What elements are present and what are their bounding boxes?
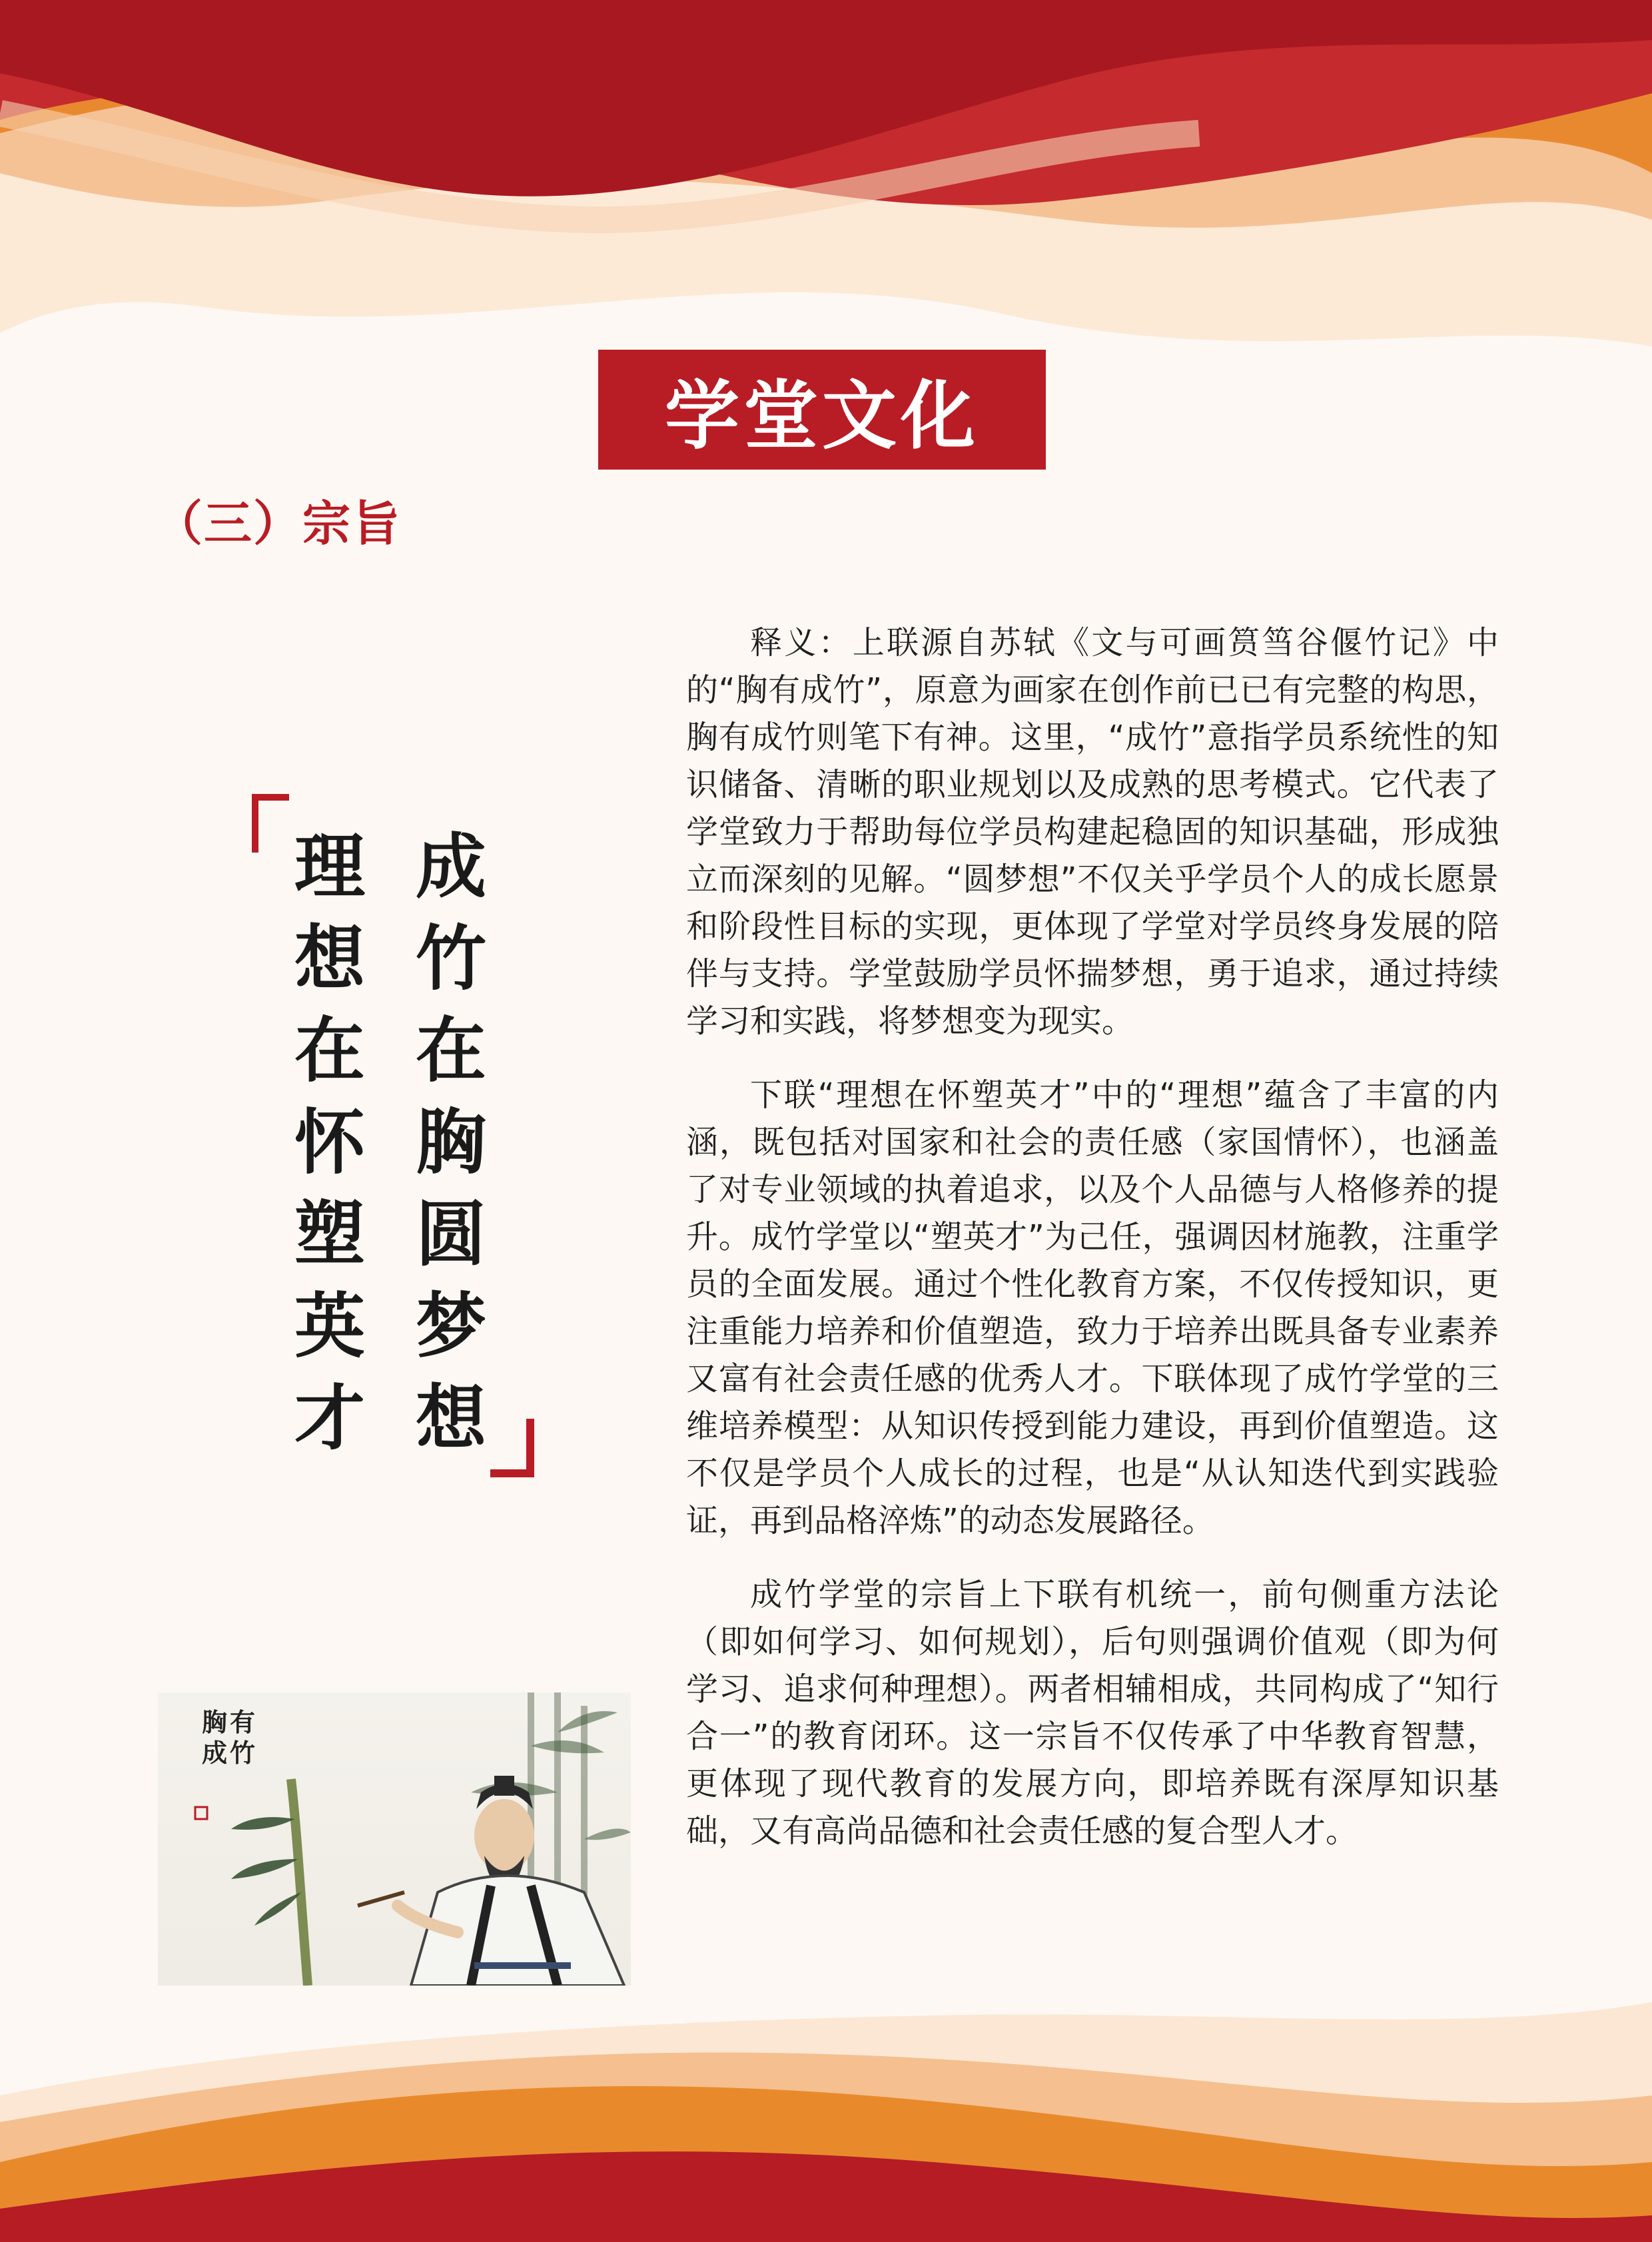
couplet-char: 竹: [416, 917, 486, 1000]
painting-caption-row: 胸有: [201, 1707, 258, 1737]
couplet-char: 英: [294, 1284, 365, 1367]
painting-caption-row: 成竹: [201, 1738, 258, 1768]
couplet-char: 才: [294, 1376, 365, 1459]
closing-bracket: [488, 1417, 534, 1477]
ink-painting-image: [158, 1692, 631, 1986]
couplet-first-line: [408, 821, 494, 1464]
couplet-char: 胸: [416, 1100, 486, 1184]
couplet-char: 想: [294, 917, 365, 1000]
couplet-char: 理: [294, 825, 365, 908]
painting-caption: [190, 1707, 270, 1768]
body-text: [686, 619, 1499, 1882]
couplet-char: 成: [416, 825, 486, 908]
couplet-char: 塑: [294, 1192, 365, 1276]
bottom-wave-decoration: [0, 1962, 1652, 2242]
couplet-second-line: [286, 821, 373, 1464]
couplet-char: 圆: [416, 1192, 486, 1276]
couplet-char: 想: [416, 1376, 486, 1459]
couplet-char: 在: [416, 1008, 486, 1092]
couplet-char: 怀: [294, 1100, 365, 1184]
page-title-banner: 学堂文化: [598, 350, 1046, 470]
paragraph-second-line: 下联“理想在怀塑英才”中的“理想”蕴含了丰富的内涵，既包括对国家和社会的责任感（家国情怀），也涵盖了对专业领域的执着追求，以及个人品德与人格修养的提升。成竹学堂以“塑英才”为己任，强调因材施教，注重学员的全面发展。通过个性化教育方案，不仅传授知识，更注重能力培养和价值塑造，致力于培养出既具备专业素养又富有社会责任感的优秀人才。下联体现了成竹学堂的三维培养模型：从知识传授到能力建设，再到价值塑造。这不仅是学员个人成长的过程，也是“从认知迭代到实践验证，再到品格淬炼”的动态发展路径。: [686, 1076, 1499, 1539]
opening-bracket: [252, 794, 292, 854]
section-heading: （三）宗旨: [155, 496, 402, 552]
couplet-char: 梦: [416, 1284, 486, 1367]
paragraph-summary: 成竹学堂的宗旨上下联有机统一，前句侧重方法论（即如何学习、如何规划），后句则强调价值观（即为何学习、追求何种理想）。两者相辅相成，共同构成了“知行合一”的教育闭环。这一宗旨不仅传承了中华教育智慧，更体现了现代教育的发展方向，即培养既有深厚知识基础，又有高尚品德和社会责任感的复合型人才。: [686, 1576, 1499, 1850]
paragraph-interpretation: 释义：上联源自苏轼《文与可画筼筜谷偃竹记》中的“胸有成竹”，原意为画家在创作前已已有完整的构思，胸有成竹则笔下有神。这里，“成竹”意指学员系统性的知识储备、清晰的职业规划以及成熟的思考模式。它代表了学堂致力于帮助每位学员构建起稳固的知识基础，形成独立而深刻的见解。“圆梦想”不仅关乎学员个人的成长愿景和阶段性目标的实现，更体现了学堂对学员终身发展的陪伴与支持。学堂鼓励学员怀揣梦想，勇于追求，通过持续学习和实践，将梦想变为现实。: [686, 624, 1499, 1040]
couplet-char: 在: [294, 1008, 365, 1092]
